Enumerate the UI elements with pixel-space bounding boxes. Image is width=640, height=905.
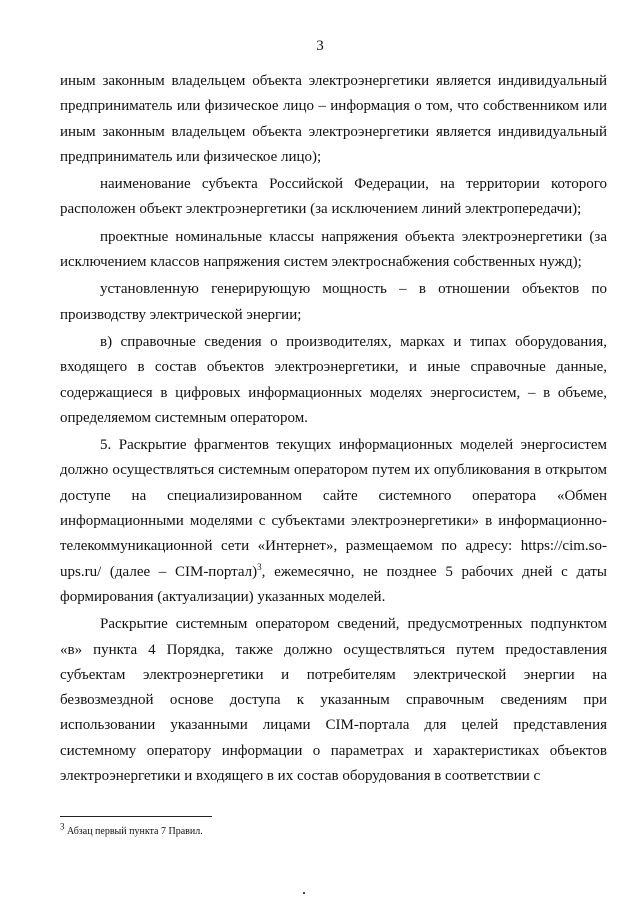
scan-dot [303,892,305,894]
paragraph-reference-info: в) справочные сведения о производителях, марках и типах оборудования, входящего в состав объектов электроэнергетики, и иные справочные данные, содержащиеся в цифровых информационных моделях энергосистем, – в объеме, определяемом системным оператором. [60,333,607,426]
paragraph-voltage-classes: проектные номинальные классы напряжения объекта электроэнергетики (за исключением классов напряжения систем электроснабжения собственных нужд); [60,228,607,271]
page-number: 3 [316,38,324,54]
paragraph-continuation: иным законным владельцем объекта электроэнергетики является индивидуальный предприниматель или физическое лицо – информация о том, что собственником или иным законным владельцем объекта электроэнергетики является индивидуальный предприниматель или физическое лицо); [60,73,607,165]
paragraph-generating-capacity: установленную генерирующую мощность – в отношении объектов по производству электрической энергии; [60,281,607,323]
paragraph-5-tail: , ежемесячно, не позднее 5 рабочих дней с даты формирования (актуализации) указанных моделей. [60,563,608,605]
footnote-text: Абзац первый пункта 7 Правил. [64,826,203,837]
paragraph-region: наименование субъекта Российской Федерации, на территории которого расположен объект электроэнергетики (за исключением линий электропередачи); [60,176,607,218]
paragraph-5-text: 5. Раскрытие фрагментов текущих информационных моделей энергосистем должно осуществляться системным оператором путем их опубликования в открытом доступе на специализированном сайте системного оператора «Обмен информационными моделями с субъектами электроэнергетики» в информационно-телекоммуникационной сети «Интернет», размещаемом по адресу: https://cim.so-ups.ru/ (далее – CIM-портал) [60,437,607,580]
footnote [60,821,203,838]
paragraph-6: Раскрытие системным оператором сведений, предусмотренных подпунктом «в» пункта 4 Порядка, также должно осуществляться путем предоставления субъектам электроэнергетики и потребителям электрической энергии на безвозмездной основе доступа к указанным справочным сведениям при использовании указанными лицами CIM-портала для целей представления системному оператору информации о параметрах и характеристиках объектов электроэнергетики и входящего в их состав оборудования в соответствии с [60,616,607,785]
paragraph-5 [60,433,607,610]
footnote-ref: 3 [257,561,262,572]
footnote-divider [60,816,212,817]
footnote-number: 3 [60,821,65,832]
body-text [60,69,607,789]
